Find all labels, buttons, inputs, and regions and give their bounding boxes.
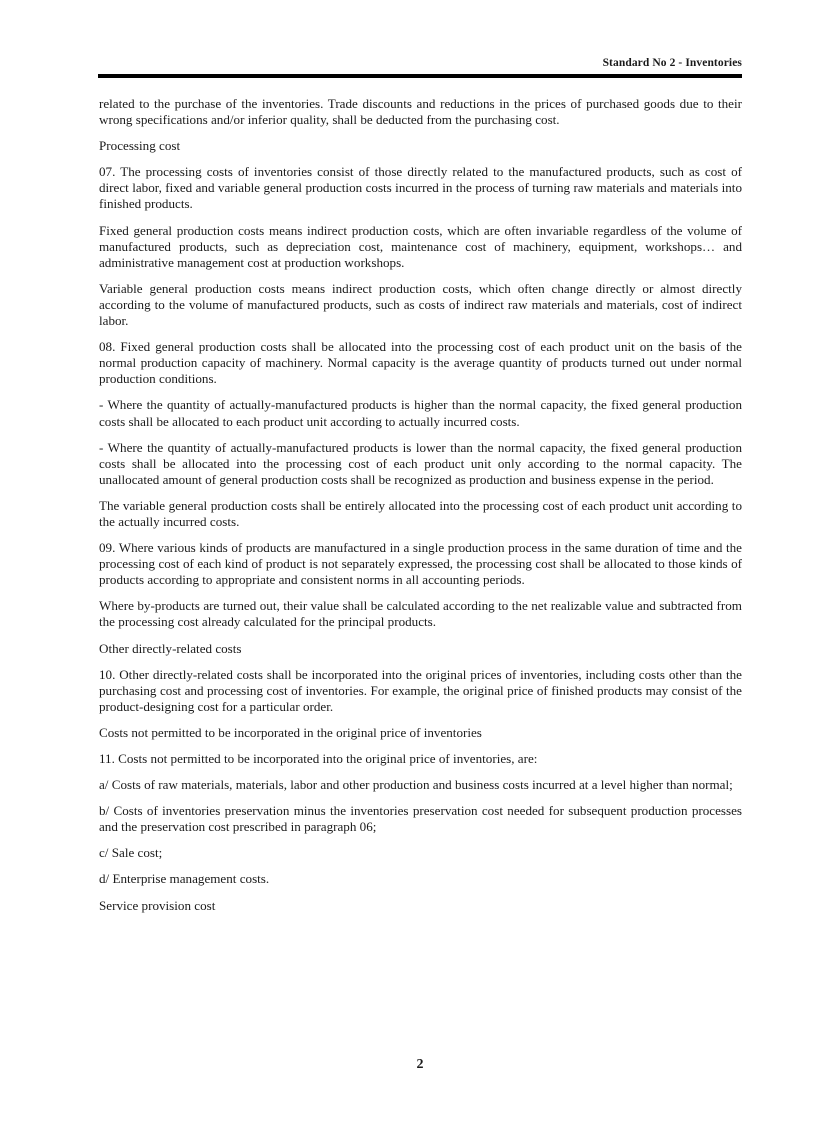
list-item-c: c/ Sale cost; [99, 845, 163, 861]
paragraph-07: 07. The processing costs of inventories consist of those directly related to the manufactured products, such as cost of direct labor, fixed and variable general production costs incurred in the process of turning raw materials and materials into finished products. [99, 164, 742, 212]
header-rule [98, 74, 742, 78]
paragraph-purchase-cost-continued: related to the purchase of the inventories. Trade discounts and reductions in the prices of purchased goods due to their wrong specifications and/or inferior quality, shall be deducted from the purchasing cost. [99, 96, 742, 128]
running-header-title: Standard No 2 - Inventories [602, 57, 742, 69]
heading-other-costs: Other directly-related costs [99, 640, 242, 656]
paragraph-fixed-general-costs: Fixed general production costs means indirect production costs, which are often invariable regardless of the volume of manufactured products, such as depreciation cost, maintenance cost of machinery, equipment, workshops… and administrative management cost at production workshops. [99, 222, 742, 270]
page-number: 2 [416, 1057, 424, 1072]
paragraph-variable-general-costs: Variable general production costs means indirect production costs, which often change directly or almost directly according to the volume of manufactured products, such as costs of indirect raw materials and materials, cost of indirect labor. [99, 280, 742, 329]
heading-service-provision-cost: Service provision cost [99, 897, 216, 913]
heading-costs-not-permitted: Costs not permitted to be incorporated in the original price of inventories [99, 724, 482, 740]
document-body [99, 96, 742, 924]
paragraph-variable-allocation: The variable general production costs shall be entirely allocated into the processing cost of each product unit according to the actually incurred costs. [99, 497, 742, 529]
heading-processing-cost: Processing cost [99, 138, 181, 154]
paragraph-11: 11. Costs not permitted to be incorporated into the original price of inventories, are: [99, 751, 538, 766]
paragraph-10: 10. Other directly-related costs shall be incorporated into the original prices of inventories, including costs other than the purchasing cost and processing cost of inventories. For example, the original price of finished products may consist of the product-designing cost for a particular order. [99, 666, 742, 714]
paragraph-08: 08. Fixed general production costs shall be allocated into the processing cost of each product unit on the basis of the normal production capacity of machinery. Normal capacity is the average quantity of products turned out under normal production conditions. [99, 339, 742, 387]
list-item-d: d/ Enterprise management costs. [99, 871, 270, 887]
list-item-b: b/ Costs of inventories preservation minus the inventories preservation cost needed for subsequent production processes and the preservation cost prescribed in paragraph 06; [99, 803, 742, 835]
paragraph-lower-capacity: - Where the quantity of actually-manufactured products is lower than the normal capacity, the fixed general production costs shall be allocated into the processing cost of each product unit only according to the normal capacity. The unallocated amount of general production costs shall be recognized as production and business expense in the period. [99, 439, 742, 487]
paragraph-09: 09. Where various kinds of products are manufactured in a single production process in the same duration of time and the processing cost of each kind of product is not separately expressed, the processing cost shall be allocated to those kinds of products according to appropriate and consistent norms in all accounting periods. [99, 540, 742, 588]
paragraph-higher-capacity: - Where the quantity of actually-manufactured products is higher than the normal capacity, the fixed general production costs shall be allocated to each product unit according to actually incurred costs. [99, 397, 742, 429]
list-item-a: a/ Costs of raw materials, materials, labor and other production and business costs incurred at a level higher than normal; [99, 777, 733, 793]
paragraph-by-products: Where by-products are turned out, their value shall be calculated according to the net realizable value and subtracted from the processing cost already calculated for the principal products. [99, 598, 742, 630]
